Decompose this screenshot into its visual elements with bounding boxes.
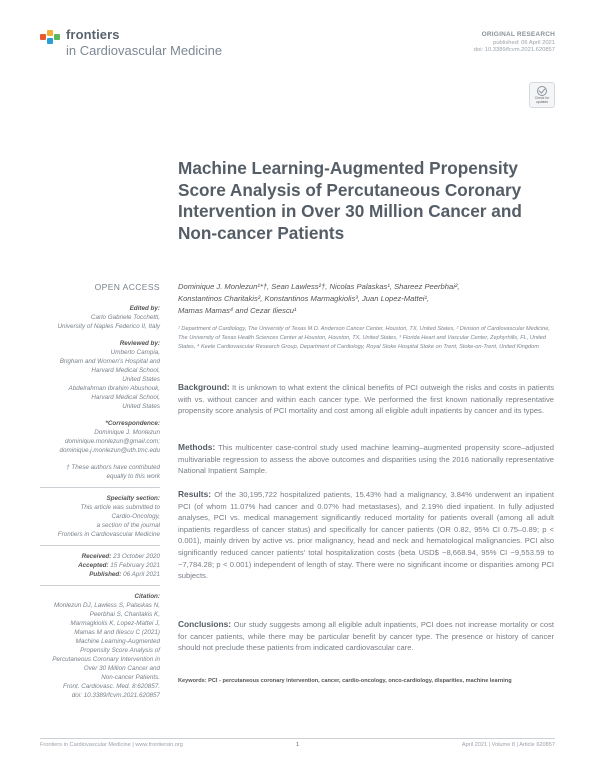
- logo-square-1: [40, 34, 46, 40]
- check-for-updates-label: Check for updates: [534, 95, 550, 104]
- citation-line: Non-cancer Patients.: [101, 674, 160, 681]
- reviewer-line: Harvard Medical School,: [91, 367, 160, 374]
- author-line[interactable]: Konstantinos Charitakis², Konstantinos Marmagkiolis³, Juan Lopez-Mattei¹,: [178, 294, 430, 303]
- published-line: [40, 570, 160, 579]
- received-label: Received:: [81, 553, 112, 560]
- reviewer-line[interactable]: Umberto Campia,: [110, 349, 160, 356]
- article-title: Machine Learning-Augmented Propensity Score Analysis of Percutaneous Coronary Intervention in Over 30 Million Cancer and Non-cancer Patients: [178, 158, 522, 243]
- accepted-date: 15 February 2021: [110, 562, 160, 569]
- specialty-line: This article was submitted to: [80, 504, 160, 511]
- frontiers-logo-icon: [40, 30, 62, 52]
- logo-square-4: [54, 34, 60, 40]
- check-for-updates-button[interactable]: [529, 82, 555, 108]
- citation-line: Machine Learning-Augmented: [75, 638, 160, 645]
- divider: [40, 585, 160, 586]
- divider: [40, 487, 160, 488]
- logo-square-2: [47, 30, 53, 36]
- citation-doi[interactable]: doi: 10.3389/fcvm.2021.620857: [71, 692, 160, 699]
- footer-journal-link[interactable]: Frontiers in Cardiovascular Medicine | www.frontiersin.org: [40, 742, 183, 748]
- citation-line: Marmagkiolis K, Lopez-Mattei J,: [70, 620, 160, 627]
- journal-logo[interactable]: [40, 28, 222, 57]
- reviewer-line[interactable]: Abdelrahman Ibrahim Abushouk,: [68, 385, 160, 392]
- results-label: Results:: [178, 489, 212, 499]
- brand-name: frontiers: [66, 27, 120, 42]
- published-date: published: 06 April 2021: [493, 40, 555, 46]
- logo-square-3: [47, 38, 53, 44]
- abstract-conclusions: [178, 619, 554, 654]
- keywords: Keywords: PCI - percutaneous coronary intervention, cancer, cardio-oncology, onco-cardiology, disparities, machine learning: [178, 678, 512, 684]
- author-line[interactable]: Dominique J. Monlezun¹*†, Sean Lawless²†, Nicolas Palaskas¹, Shareez Peerbhai²,: [178, 282, 460, 291]
- affiliations: ¹ Department of Cardiology, The University of Texas M.D. Anderson Cancer Center, Houston, TX, United States, ² Division of Cardiovascular Medicine, The University of Texas Health Sciences Center at Houston, Houston, TX, United States, ³ Florida Heart and Vascular Center, Zephyrhills, FL, United States, ⁴ Keele Cardiovascular Research Group, Department of Cardiology, Royal Stoke Hospital Stoke on Trent, Stoke-on-Trent, United Kingdom: [178, 326, 550, 350]
- citation-line: Monlezun DJ, Lawless S, Palaskas N,: [53, 602, 160, 609]
- doi-link[interactable]: doi: 10.3389/fcvm.2021.620857: [473, 47, 555, 53]
- reviewer-line: United States: [122, 403, 160, 410]
- abstract-background: [178, 382, 554, 417]
- correspondence-line: Dominique J. Monlezun: [94, 429, 160, 436]
- edited-by-label: Edited by:: [129, 305, 160, 312]
- citation-label: Citation:: [134, 593, 160, 600]
- equal-contribution-note: † These authors have contributed: [66, 464, 160, 471]
- editor-line: University of Naples Federico II, Italy: [57, 323, 160, 330]
- conclusions-label: Conclusions:: [178, 619, 232, 629]
- citation-line: Peerbhai S, Charitakis K,: [89, 611, 160, 618]
- received-date: 23 October 2020: [113, 553, 160, 560]
- results-text: Of the 30,195,722 hospitalized patients, 15.43% had a malignancy, 3.84% underwent an inpatient PCI (of whom 11.07% had cancer and 0.07% had metastases), and 2.19% died inpatient. In fully adjusted analyses, PCI vs. medical management significantly reduced mortality for patients overall (among all adult inpatients regardless of cancer status) and specifically for cancer patients (OR 0.82, 95% CI 0.75–0.89; p < 0.001), mainly driven by active vs. prior malignancy, head and neck and hematological malignancies. PCI also significantly reduced cancer patients' total hospitalization costs (beta USD$ −8,668.94, 95% CI −9,553.59 to −7,784.28; p < 0.001) independent of length of stay. There were no significant income or disparities among PCI subjects.: [178, 490, 554, 581]
- abstract-methods: [178, 442, 554, 477]
- background-text: It is unknown to what extent the clinical benefits of PCI outweigh the risks and costs in patients with vs. without cancer and within each cancer type. We performed the first known nationally representative propensity score analysis of PCI mortality and cost among all eligible adult inpatients by cancer and its types.: [178, 383, 554, 416]
- article-type: ORIGINAL RESEARCH: [481, 31, 555, 38]
- methods-label: Methods:: [178, 442, 216, 452]
- reviewed-by-label: Reviewed by:: [119, 340, 160, 347]
- methods-text: This multicenter case-control study used machine learning–augmented propensity score–adjusted multivariable regression to assess the above outcomes and disparities using the 2016 nationally representative National Inpatient Sample.: [178, 443, 554, 476]
- received-line: [40, 552, 160, 561]
- background-label: Background:: [178, 382, 230, 392]
- accepted-label: Accepted:: [78, 562, 109, 569]
- article-meta: [474, 31, 555, 53]
- check-icon: [537, 86, 547, 96]
- conclusions-text: Our study suggests among all eligible adult inpatients, PCI does not increase mortality or cost for cancer patients, while there may be particular benefit by cancer type. The presence or history of cancer should not preclude these patients from indicated cardiovascular care.: [178, 620, 554, 653]
- reviewer-line: United States: [122, 376, 160, 383]
- reviewer-line: Harvard Medical School,: [91, 394, 160, 401]
- correspondence-label: *Correspondence:: [105, 420, 160, 427]
- citation-line: Front. Cardiovasc. Med. 8:620857.: [63, 683, 160, 690]
- specialty-label: Specialty section:: [106, 495, 160, 502]
- reviewer-line: Brigham and Women's Hospital and: [59, 358, 160, 365]
- journal-name: in Cardiovascular Medicine: [66, 43, 223, 58]
- published-date-sidebar: 06 April 2021: [123, 571, 160, 578]
- footer-volume-info: April 2021 | Volume 8 | Article 620857: [461, 742, 555, 748]
- correspondence-email[interactable]: dominique.monlezun@gmail.com;: [65, 438, 160, 445]
- page-number: 1: [296, 742, 300, 748]
- citation-line: Percutaneous Coronary Intervention in: [52, 656, 160, 663]
- specialty-line: Cardio-Oncology,: [111, 513, 160, 520]
- equal-contribution-note: equally to this work: [106, 473, 160, 480]
- citation-line: Over 30 Million Cancer and: [83, 665, 160, 672]
- citation-line: Propensity Score Analysis of: [80, 647, 160, 654]
- editor-line[interactable]: Carlo Gabriele Tocchetti,: [90, 314, 160, 321]
- divider: [40, 545, 160, 546]
- published-label: Published:: [89, 571, 122, 578]
- footer-divider: [40, 738, 555, 739]
- author-line[interactable]: Mamas Mamas⁴ and Cezar Iliescu¹: [178, 306, 297, 315]
- correspondence-email[interactable]: dominique.j.monlezun@uth.tmc.edu: [59, 447, 160, 454]
- author-list: [178, 281, 554, 317]
- abstract-results: [178, 489, 554, 582]
- sidebar: [40, 283, 160, 700]
- accepted-line: [40, 561, 160, 570]
- specialty-line: Frontiers in Cardiovascular Medicine: [57, 531, 160, 538]
- open-access-label[interactable]: OPEN ACCESS: [94, 282, 160, 292]
- citation-line: Mamas M and Iliescu C (2021): [74, 629, 160, 636]
- specialty-line: a section of the journal: [96, 522, 160, 529]
